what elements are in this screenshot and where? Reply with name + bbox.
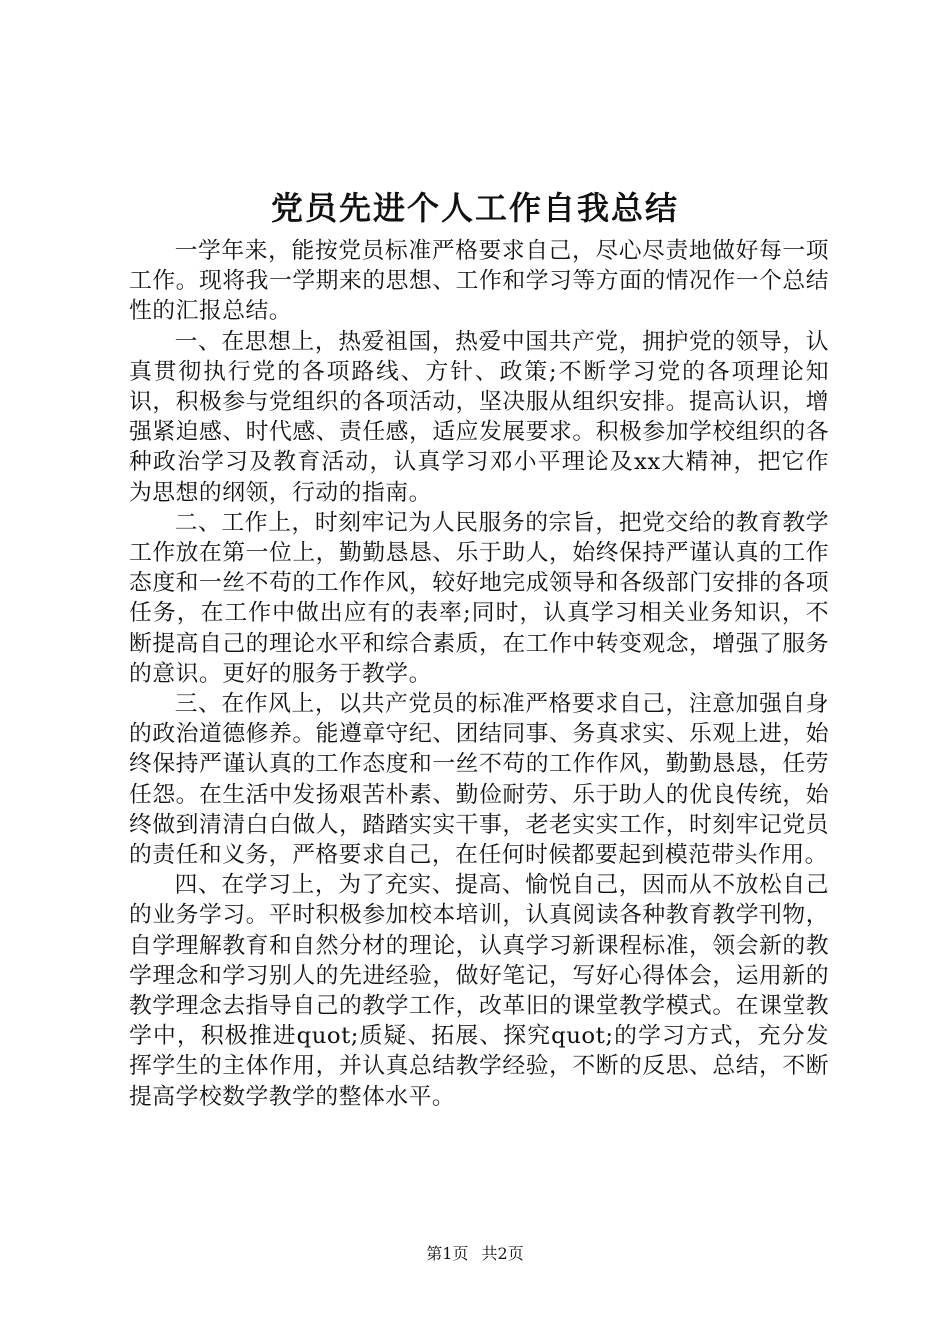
page-footer — [0, 1243, 950, 1265]
document-title: 党员先进个人工作自我总结 — [270, 189, 679, 227]
document-body — [129, 236, 829, 1112]
paragraph-style: 三、在作风上，以共产党员的标准严格要求自己，注意加强自身的政治道德修养。能遵章守纪、团结同事、务真求实、乐观上进，始终保持严谨认真的工作态度和一丝不苟的工作作风，勤勤恳恳，任劳任怨。在生活中发扬艰苦朴素、勤俭耐劳、乐于助人的优良传统，始终做到清清白白做人，踏踏实实干事，老老实实工作，时刻牢记党员的责任和义务，严格要求自己，在任何时候都要起到模范带头作用。 — [129, 691, 829, 869]
paragraph-study: 四、在学习上，为了充实、提高、愉悦自己，因而从不放松自己的业务学习。平时积极参加校本培训，认真阅读各种教育教学刊物，自学理解教育和自然分材的理论，认真学习新课程标准，领会新的教学理念和学习别人的先进经验，做好笔记，写好心得体会，运用新的教学理念去指导自己的教学工作，改革旧的课堂教学模式。在课堂教学中，积极推进quot;质疑、拓展、探究quot;的学习方式，充分发挥学生的主体作用，并认真总结教学经验，不断的反思、总结，不断提高学校数学教学的整体水平。 — [129, 872, 829, 1110]
paragraph-thought: 一、在思想上，热爱祖国，热爱中国共产党，拥护党的领导，认真贯彻执行党的各项路线、方针、政策;不断学习党的各项理论知识，积极参与党组织的各项活动，坚决服从组织安排。提高认识，增强紧迫感、时代感、责任感，适应发展要求。积极参加学校组织的各种政治学习及教育活动，认真学习邓小平理论及xx大精神，把它作为思想的纲领，行动的指南。 — [129, 328, 829, 506]
paragraph-work: 二、工作上，时刻牢记为人民服务的宗旨，把党交给的教育教学工作放在第一位上，勤勤恳恳、乐于助人，始终保持严谨认真的工作态度和一丝不苟的工作作风，较好地完成领导和各级部门安排的各项任务，在工作中做出应有的表率;同时，认真学习相关业务知识，不断提高自己的理论水平和综合素质，在工作中转变观念，增强了服务的意识。更好的服务于教学。 — [129, 509, 829, 687]
paragraph-intro: 一学年来，能按党员标准严格要求自己，尽心尽责地做好每一项工作。现将我一学期来的思想、工作和学习等方面的情况作一个总结性的汇报总结。 — [129, 238, 829, 325]
page-number: 第1页 — [426, 1244, 469, 1263]
page-total: 共2页 — [481, 1244, 524, 1263]
